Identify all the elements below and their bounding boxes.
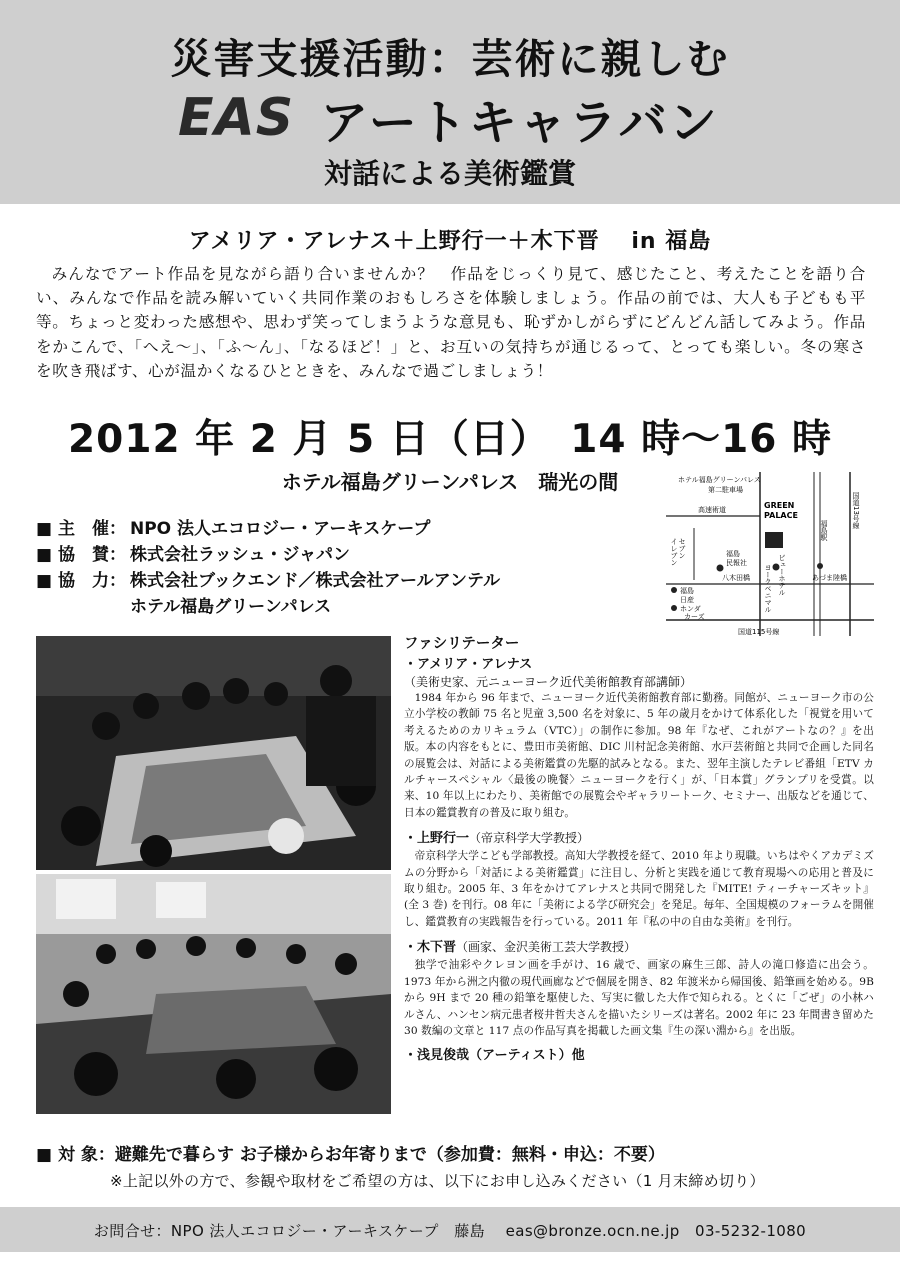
facilitator-kinoshita xyxy=(404,938,874,957)
coop-key: ■ 協 力： xyxy=(36,571,126,591)
coop-value-2: ホテル福島グリーンパレス xyxy=(130,597,332,617)
facilitator-ueno xyxy=(404,829,874,848)
header-subtitle: 対話による美術鑑賞 xyxy=(323,157,576,190)
map-label-hotel2: 第二駐車場 xyxy=(708,486,743,494)
host-row xyxy=(36,516,636,542)
support-key: ■ 協 賛： xyxy=(36,545,126,565)
map-label-seven: セブン xyxy=(678,538,686,559)
map-label-nissan1: 福島 xyxy=(680,587,694,595)
map-label-hachimachi: 八木田橋 xyxy=(722,574,750,582)
page-title: アートキャラバン xyxy=(320,94,719,151)
facilitator-bio-arenas: 1984 年から 96 年まで、ニューヨーク近代美術館教育部に勤務。同館が、ニューヨーク市の公立小学校の教師 75 名と児童 3,500 名を対象に、5 年の歳月をかけて体系化した「視覚を用いて考えるためのカリキュラム（VTC）」の制作に参加。98 年『なぜ、これがアートなの？』を出版。本の内容をもとに、豊田市美術館、DIC 川村記念美術館、水戸芸術館と共同で企画した同名の展覧会は、対話による美術鑑賞の先駆的試みとなる。また、翌年主演したテレビ番組「ETV カルチャースペシャル〈最後の晩餐〉ニューヨークを行く」が、「日本賞」グランプリを受賞。以来、10 年以上にわたり、美術館での展覧会やギャラリートーク、セミナー、出版などを通じて、日本の鑑賞教育の普及に取り組む。 xyxy=(404,692,874,819)
facilitator-affiliation-arenas: （美術史家、元ニューヨーク近代美術館教育部講師） xyxy=(404,675,693,689)
access-map xyxy=(664,468,876,640)
map-label-nissan2: 日産 xyxy=(680,596,694,604)
map-label-honda2: カーズ xyxy=(684,613,705,621)
event-venue: ホテル福島グリーンパレス 瑞光の間 xyxy=(281,470,619,494)
map-label-hotel1: ホテル福島グリーンパレス xyxy=(678,476,761,484)
map-label-view: ビューホテル xyxy=(778,554,786,596)
map-label-green: GREEN xyxy=(764,501,795,510)
eas-logo: EAS xyxy=(178,88,295,148)
support-value: 株式会社ラッシュ・ジャパン xyxy=(130,545,350,565)
press-note: ※上記以外の方で、参観や取材をご希望の方は、以下にお申し込みください（1 月末締め切り） xyxy=(110,1172,765,1190)
map-label-highway: 高速術道 xyxy=(698,506,726,514)
facilitators-section xyxy=(404,634,874,1065)
workshop-photo-1-image xyxy=(36,636,391,870)
intro-paragraph: みんなでアート作品を見ながら語り合いませんか？ 作品をじっくり見て、感じたこと、考えたことを語り合い、みんなで作品を読み解いていく共同作業のおもしろさを体験しましょう。作品の前では、大人も子どもも平等。ちょっと変わった感想や、思わず笑ってしまうような意見も、恥ずかしがらずにどんどん話してみよう。作品をかこんで、「へえ～」、「ふ～ん」、「なるほど！」と、お互いの気持ちが通じるって、とっても楽しい。冬の寒さを吹き飛ばす、心が温かくなるひとときを、みんなで過ごしましょう！ xyxy=(36,265,866,380)
host-key: ■ 主 催： xyxy=(36,519,126,539)
facilitator-affiliation-kinoshita: （画家、金沢美術工芸大学教授） xyxy=(456,940,637,955)
facilitator-bio-kinoshita: 独学で油彩やクレヨン画を手がけ、16 歳で、画家の麻生三郎、詩人の滝口修造に出会う。1973 年から洲之内徹の現代画廊などで個展を開き、82 年渡米から帰国後、鉛筆画を始める。9B から 9H まで 20 種の鉛筆を駆使した、写実に徹した大作で知られる。とくに「ごぜ」の小林ハルさん、ハンセン病元患者桜井哲夫さんを描いたシリーズは著名。2002 年に 23 年間書き留めた 30 数編の文章と 117 点の作品写真を掲載した画文集『生の深い淵から』を出版。 xyxy=(404,959,874,1037)
header-line1: 災害支援活動：芸術に親しむ xyxy=(170,35,730,83)
workshop-photo-2-image xyxy=(36,874,391,1114)
map-poi-dot-2 xyxy=(717,565,724,572)
map-poi-dot-5 xyxy=(817,563,823,569)
map-label-toyota: あづま陸橋 xyxy=(812,574,847,582)
map-poi-dot-3 xyxy=(671,587,677,593)
organizers xyxy=(36,516,636,620)
workshop-photo-2 xyxy=(36,874,391,1114)
event-datetime: 2012 年 2 月 5 日（日） 14 時～16 時 xyxy=(68,417,832,462)
contact-footer: お問合せ：NPO 法人エコロジー・アーキスケープ 藤島 eas@bronze.ocn.ne.jp 03-5232-1080 xyxy=(93,1222,807,1240)
workshop-photo-1 xyxy=(36,636,391,870)
facilitator-name-ueno: ・上野行一 xyxy=(404,831,470,847)
target-audience: ■ 対 象：避難先で暮らす お子様からお年寄りまで（参加費：無料・申込：不要） xyxy=(36,1145,665,1165)
header-title-row xyxy=(178,88,719,151)
facilitator-name-kinoshita: ・木下晋 xyxy=(404,940,457,956)
map-label-honda1: ホンダ xyxy=(680,605,701,613)
map-label-station: 福島駅 xyxy=(820,520,828,541)
map-label-mpo1: 福島 xyxy=(726,550,740,558)
map-label-york: ヨークベニマル xyxy=(764,564,772,613)
facilitator-name-arenas: ・アメリア・アレナス xyxy=(404,657,533,672)
facilitator-bio-ueno: 帝京科学大学こども学部教授。高知大学教授を経て、2010 年より現職。いちはやくアカデミズムの分野から「対話による美術鑑賞」に注目し、分析と実践を通じて教育現場への応用と普及に取り組む。2005 年、3 年をかけてアレナスと共同で開発した『MITE! ティーチャーズキット』(全 3 巻) を刊行。08 年に「美術による学び研究会」を発足。毎年、全国規模のフォーラムを開催し、鑑賞教育の実践報告を行っている。2011 年『私の中の自由な美術』を刊行。 xyxy=(404,850,874,928)
support-row xyxy=(36,542,636,568)
facilitator-name-asami: ・浅見俊哉（アーティスト）他 xyxy=(404,1048,585,1064)
host-value: NPO 法人エコロジー・アーキスケープ xyxy=(130,519,431,539)
map-poi-dot-4 xyxy=(671,605,677,611)
map-label-route13: 国道13号線 xyxy=(852,492,860,529)
coop-row xyxy=(36,568,636,594)
speakers-line: アメリア・アレナス＋上野行一＋木下晋 in 福島 xyxy=(188,229,712,254)
facilitators-heading: ファシリテーター xyxy=(404,636,520,652)
map-label-palace: PALACE xyxy=(764,511,798,520)
map-label-eleven: イレブン xyxy=(670,538,678,566)
map-hotel-marker xyxy=(765,532,783,548)
coop-value-1: 株式会社ブックエンド／株式会社アールアンテル xyxy=(130,571,501,591)
facilitator-affiliation-ueno: （帝京科学大学教授） xyxy=(469,831,590,846)
map-label-mpo2: 民報社 xyxy=(726,559,747,567)
map-label-route115: 国道115号線 xyxy=(738,628,780,636)
